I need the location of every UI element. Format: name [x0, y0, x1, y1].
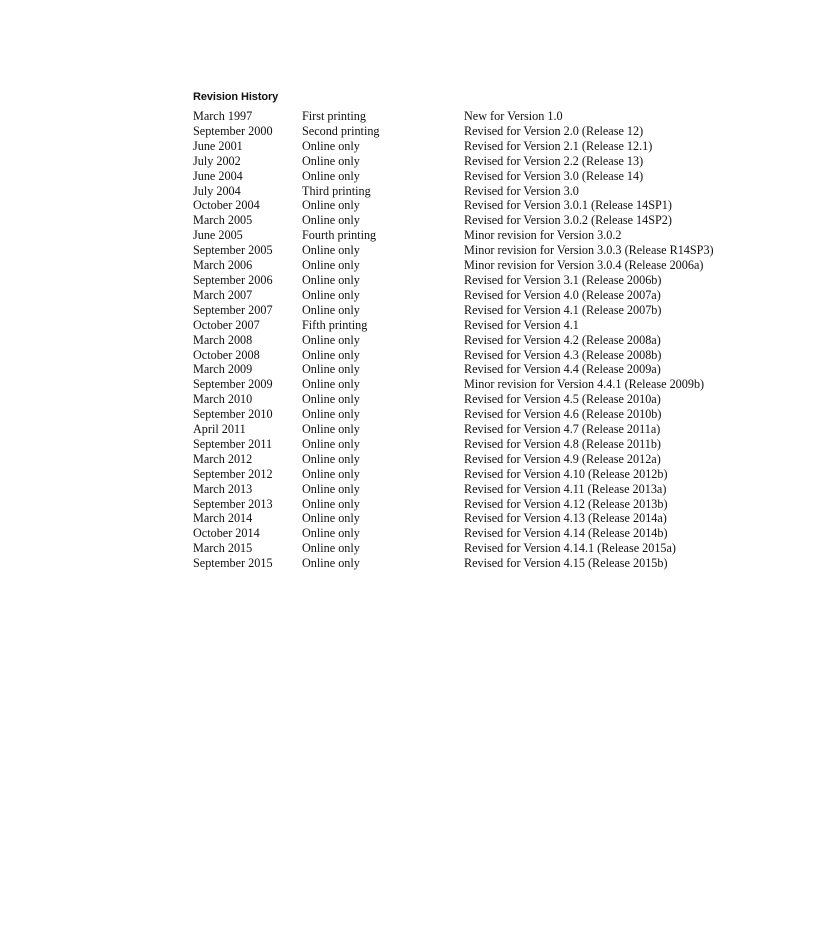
revision-edition-cell: Online only [302, 332, 360, 347]
revision-date-cell: September 2006 [193, 272, 273, 287]
revision-history-table [193, 109, 714, 571]
revision-date-cell: September 2012 [193, 466, 273, 481]
table-row [193, 169, 714, 184]
revision-notes-cell: Revised for Version 2.1 (Release 12.1) [464, 138, 653, 153]
revision-notes-cell: Revised for Version 4.14.1 (Release 2015a) [464, 541, 676, 556]
revision-notes-cell: Revised for Version 4.13 (Release 2014a) [464, 511, 667, 526]
revision-notes-cell: Revised for Version 3.0.2 (Release 14SP2) [464, 213, 672, 228]
revision-notes-cell: Revised for Version 4.4 (Release 2009a) [464, 362, 661, 377]
revision-edition-cell: Online only [302, 168, 360, 183]
table-row [193, 526, 714, 541]
revision-edition-cell: Online only [302, 496, 360, 511]
revision-edition-cell: Online only [302, 362, 360, 377]
revision-date-cell: July 2004 [193, 183, 241, 198]
revision-edition-cell: Online only [302, 407, 360, 422]
revision-edition-cell: Online only [302, 287, 360, 302]
revision-notes-cell: Revised for Version 4.9 (Release 2012a) [464, 451, 661, 466]
revision-date-cell: March 1997 [193, 109, 253, 123]
revision-notes-cell: Revised for Version 4.3 (Release 2008b) [464, 347, 662, 362]
revision-notes-cell: Revised for Version 3.0.1 (Release 14SP1) [464, 198, 672, 213]
table-row [193, 437, 714, 452]
table-row [193, 541, 714, 556]
revision-date-cell: September 2013 [193, 496, 273, 511]
revision-notes-cell: Minor revision for Version 3.0.2 [464, 228, 622, 243]
revision-edition-cell: Online only [302, 511, 360, 526]
revision-notes-cell: Revised for Version 4.12 (Release 2013b) [464, 496, 668, 511]
revision-date-cell: March 2006 [193, 258, 253, 273]
revision-notes-cell: New for Version 1.0 [464, 109, 563, 123]
revision-edition-cell: Online only [302, 302, 360, 317]
revision-notes-cell: Minor revision for Version 3.0.4 (Release 2006a) [464, 258, 704, 273]
revision-date-cell: April 2011 [193, 422, 246, 437]
revision-edition-cell: Online only [302, 198, 360, 213]
table-row [193, 243, 714, 258]
revision-edition-cell: Online only [302, 436, 360, 451]
revision-date-cell: September 2000 [193, 123, 273, 138]
revision-date-cell: March 2015 [193, 541, 253, 556]
revision-notes-cell: Revised for Version 4.8 (Release 2011b) [464, 436, 661, 451]
revision-date-cell: September 2015 [193, 556, 273, 571]
revision-edition-cell: Online only [302, 466, 360, 481]
revision-date-cell: October 2014 [193, 526, 260, 541]
revision-edition-cell: Fourth printing [302, 228, 377, 243]
revision-date-cell: March 2005 [193, 213, 253, 228]
revision-notes-cell: Revised for Version 3.0 (Release 14) [464, 168, 644, 183]
revision-edition-cell: Online only [302, 556, 360, 571]
revision-edition-cell: Online only [302, 481, 360, 496]
revision-date-cell: September 2007 [193, 302, 273, 317]
table-row [193, 422, 714, 437]
revision-date-cell: March 2014 [193, 511, 253, 526]
table-row [193, 556, 714, 571]
revision-notes-cell: Revised for Version 4.6 (Release 2010b) [464, 407, 662, 422]
revision-date-cell: September 2009 [193, 377, 273, 392]
table-row [193, 109, 714, 124]
table-row [193, 392, 714, 407]
revision-history-section [193, 90, 753, 571]
table-row [193, 482, 714, 497]
revision-date-cell: March 2007 [193, 287, 253, 302]
table-row [193, 348, 714, 363]
revision-date-cell: March 2008 [193, 332, 253, 347]
revision-date-cell: June 2004 [193, 168, 243, 183]
revision-date-cell: September 2010 [193, 407, 273, 422]
revision-notes-cell: Minor revision for Version 4.4.1 (Release 2009b) [464, 377, 705, 392]
revision-date-cell: October 2007 [193, 317, 260, 332]
table-row [193, 124, 714, 139]
revision-date-cell: June 2005 [193, 228, 243, 243]
revision-notes-cell: Minor revision for Version 3.0.3 (Release R14SP3) [464, 243, 714, 258]
revision-date-cell: June 2001 [193, 138, 243, 153]
revision-edition-cell: Online only [302, 347, 360, 362]
revision-edition-cell: Online only [302, 541, 360, 556]
table-row [193, 467, 714, 482]
revision-edition-cell: Online only [302, 377, 360, 392]
revision-date-cell: March 2009 [193, 362, 253, 377]
table-row [193, 258, 714, 273]
table-row [193, 362, 714, 377]
revision-notes-cell: Revised for Version 4.10 (Release 2012b) [464, 466, 668, 481]
revision-edition-cell: Online only [302, 213, 360, 228]
table-row [193, 407, 714, 422]
revision-date-cell: March 2013 [193, 481, 253, 496]
revision-notes-cell: Revised for Version 4.0 (Release 2007a) [464, 287, 661, 302]
table-row [193, 452, 714, 467]
table-row [193, 511, 714, 526]
table-row [193, 213, 714, 228]
revision-edition-cell: Online only [302, 422, 360, 437]
table-row [193, 318, 714, 333]
table-row [193, 333, 714, 348]
revision-notes-cell: Revised for Version 3.0 [464, 183, 579, 198]
revision-notes-cell: Revised for Version 4.7 (Release 2011a) [464, 422, 661, 437]
revision-history-heading: Revision History [193, 91, 279, 103]
revision-edition-cell: Online only [302, 258, 360, 273]
revision-notes-cell: Revised for Version 4.5 (Release 2010a) [464, 392, 661, 407]
revision-edition-cell: Online only [302, 451, 360, 466]
revision-edition-cell: Online only [302, 138, 360, 153]
revision-notes-cell: Revised for Version 4.14 (Release 2014b) [464, 526, 668, 541]
revision-edition-cell: Online only [302, 526, 360, 541]
revision-notes-cell: Revised for Version 2.0 (Release 12) [464, 123, 644, 138]
revision-edition-cell: Fifth printing [302, 317, 368, 332]
revision-date-cell: October 2004 [193, 198, 260, 213]
table-row [193, 377, 714, 392]
revision-notes-cell: Revised for Version 4.1 (Release 2007b) [464, 302, 662, 317]
table-row [193, 273, 714, 288]
revision-date-cell: July 2002 [193, 153, 241, 168]
revision-date-cell: March 2010 [193, 392, 253, 407]
revision-date-cell: September 2005 [193, 243, 273, 258]
revision-history-body [193, 109, 714, 571]
revision-notes-cell: Revised for Version 4.11 (Release 2013a) [464, 481, 667, 496]
revision-edition-cell: Online only [302, 153, 360, 168]
table-row [193, 288, 714, 303]
revision-notes-cell: Revised for Version 4.1 [464, 317, 579, 332]
revision-notes-cell: Revised for Version 3.1 (Release 2006b) [464, 272, 662, 287]
revision-date-cell: March 2012 [193, 451, 253, 466]
revision-edition-cell: Online only [302, 272, 360, 287]
revision-edition-cell: First printing [302, 109, 366, 123]
revision-edition-cell: Second printing [302, 123, 380, 138]
revision-date-cell: September 2011 [193, 436, 273, 451]
table-row [193, 139, 714, 154]
table-row [193, 184, 714, 199]
table-row [193, 198, 714, 213]
revision-edition-cell: Online only [302, 392, 360, 407]
revision-edition-cell: Third printing [302, 183, 371, 198]
table-row [193, 228, 714, 243]
table-row [193, 154, 714, 169]
table-row [193, 497, 714, 512]
table-row [193, 303, 714, 318]
revision-notes-cell: Revised for Version 2.2 (Release 13) [464, 153, 644, 168]
revision-notes-cell: Revised for Version 4.15 (Release 2015b) [464, 556, 668, 571]
revision-edition-cell: Online only [302, 243, 360, 258]
revision-notes-cell: Revised for Version 4.2 (Release 2008a) [464, 332, 661, 347]
revision-date-cell: October 2008 [193, 347, 260, 362]
